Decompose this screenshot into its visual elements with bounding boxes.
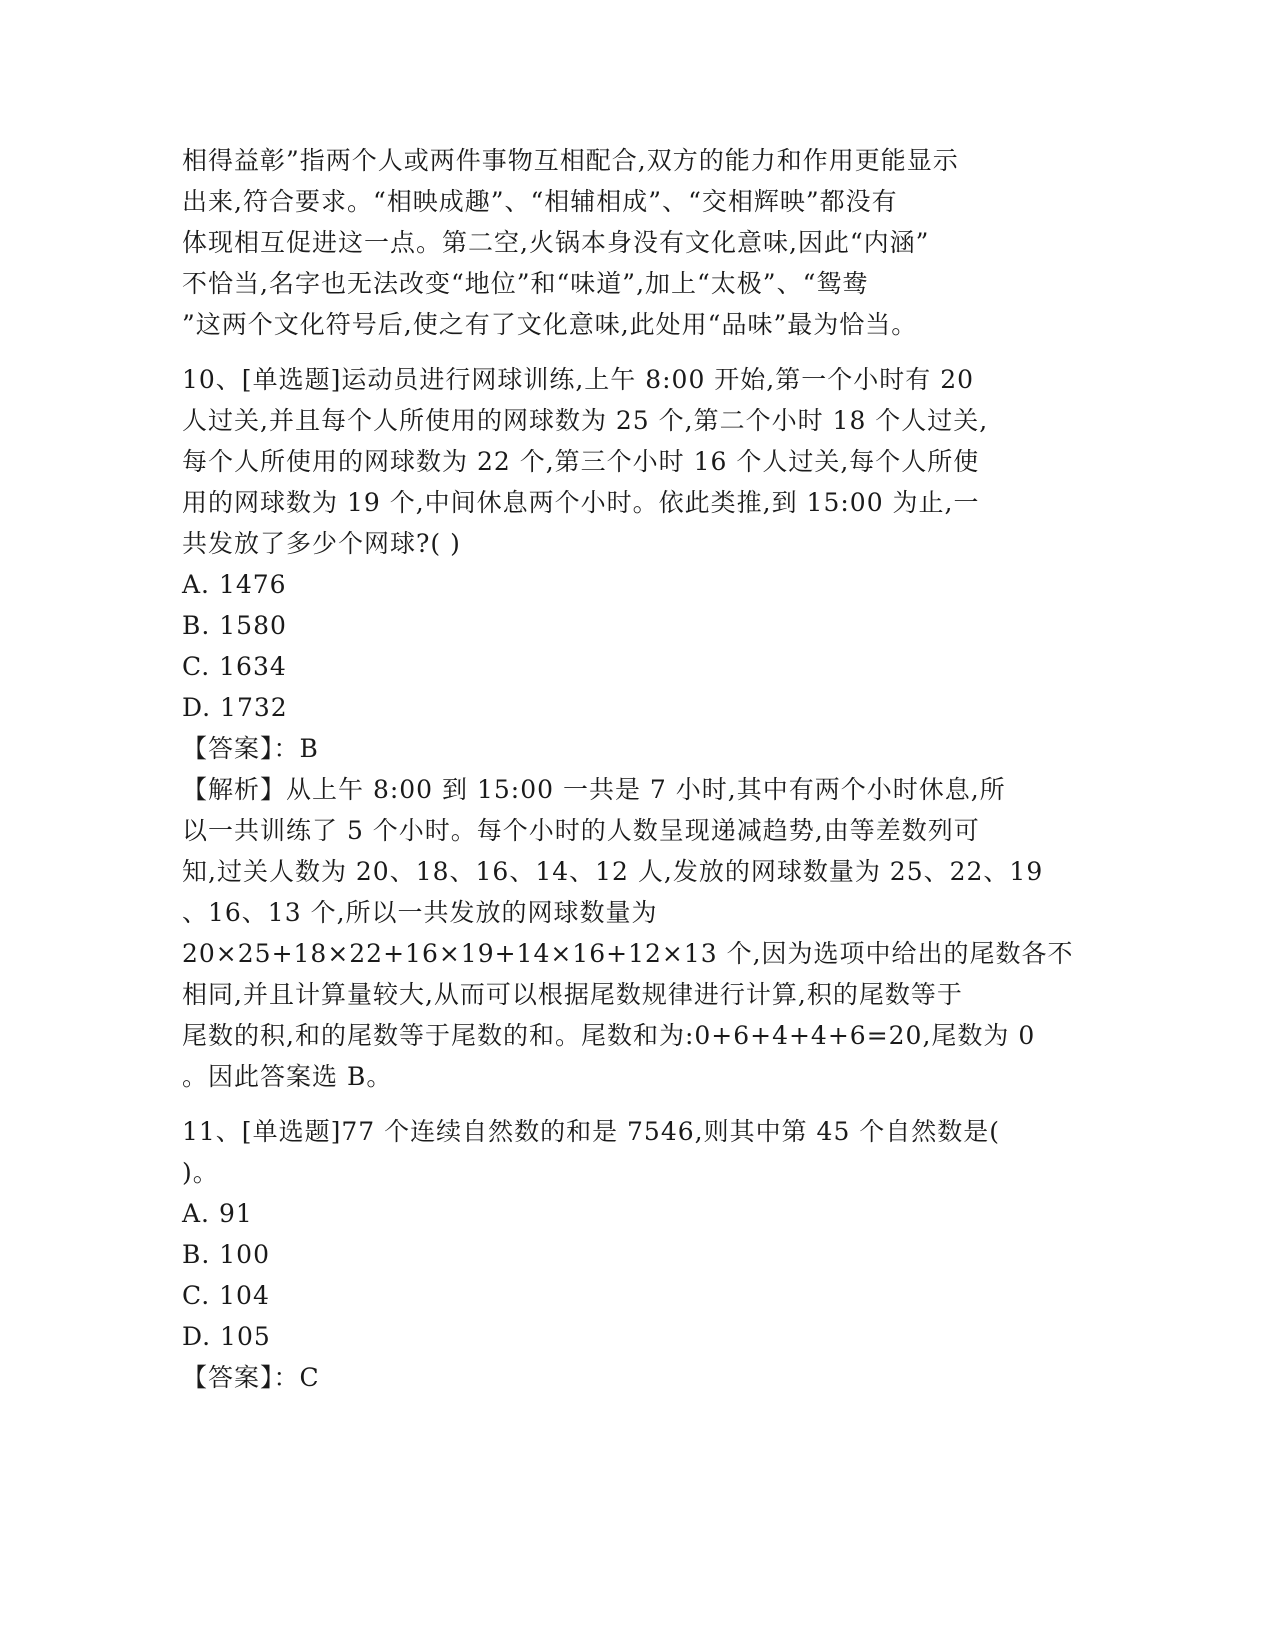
text-line: 【解析】从上午 8:00 到 15:00 一共是 7 小时,其中有两个小时休息,所 [182,775,1006,804]
text-line: 相得益彰”指两个人或两件事物互相配合,双方的能力和作用更能显示 [182,146,959,175]
previous-explanation [182,140,1082,345]
text-line: 尾数的积,和的尾数等于尾数的和。尾数和为:0+6+4+4+6=20,尾数为 0 [182,1021,1036,1050]
text-line: 每个人所使用的网球数为 22 个,第三个小时 16 个人过关,每个人所使 [182,447,980,476]
text-line: 。因此答案选 B。 [182,1062,393,1091]
text-line: 、16、13 个,所以一共发放的网球数量为 [182,898,658,927]
answer-label: 【答案】：C [182,1363,320,1392]
text-line: 相同,并且计算量较大,从而可以根据尾数规律进行计算,积的尾数等于 [182,980,963,1009]
question-10-stem [182,359,1082,564]
text-line: 共发放了多少个网球?( ) [182,529,461,558]
option-c: C. 1634 [182,652,287,681]
text-line: 出来,符合要求。“相映成趣”、“相辅相成”、“交相辉映”都没有 [182,187,898,216]
text-line: 体现相互促进这一点。第二空,火锅本身没有文化意味,因此“内涵” [182,228,930,257]
text-line: 知,过关人数为 20、18、16、14、12 人,发放的网球数量为 25、22、19 [182,857,1044,886]
text-line: 不恰当,名字也无法改变“地位”和“味道”,加上“太极”、“鸳鸯 [182,269,869,298]
option-d: D. 105 [182,1322,271,1351]
answer-label: 【答案】：B [182,734,319,763]
question-10-analysis [182,769,1082,1097]
option-a: A. 91 [182,1199,253,1228]
text-line: )。 [182,1158,219,1187]
text-line: 以一共训练了 5 个小时。每个小时的人数呈现递减趋势,由等差数列可 [182,816,980,845]
option-a: A. 1476 [182,570,287,599]
text-line: ”这两个文化符号后,使之有了文化意味,此处用“品味”最为恰当。 [182,310,918,339]
question-11 [182,1111,1082,1398]
question-10 [182,359,1082,1097]
text-line: 20×25+18×22+16×19+14×16+12×13 个,因为选项中给出的尾数各不 [182,939,1074,968]
question-11-options [182,1193,1082,1357]
option-b: B. 1580 [182,611,287,640]
text-line: 人过关,并且每个人所使用的网球数为 25 个,第二个小时 18 个人过关, [182,406,989,435]
option-b: B. 100 [182,1240,270,1269]
question-11-stem [182,1111,1082,1193]
question-10-options [182,564,1082,728]
spacer [182,345,1082,359]
option-c: C. 104 [182,1281,270,1310]
spacer [182,1097,1082,1111]
document-page [182,140,1082,1398]
text-line: 用的网球数为 19 个,中间休息两个小时。依此类推,到 15:00 为止,一 [182,488,980,517]
text-line: 10、[单选题]运动员进行网球训练,上午 8:00 开始,第一个小时有 20 [182,365,975,394]
option-d: D. 1732 [182,693,288,722]
text-line: 11、[单选题]77 个连续自然数的和是 7546,则其中第 45 个自然数是( [182,1117,1001,1146]
